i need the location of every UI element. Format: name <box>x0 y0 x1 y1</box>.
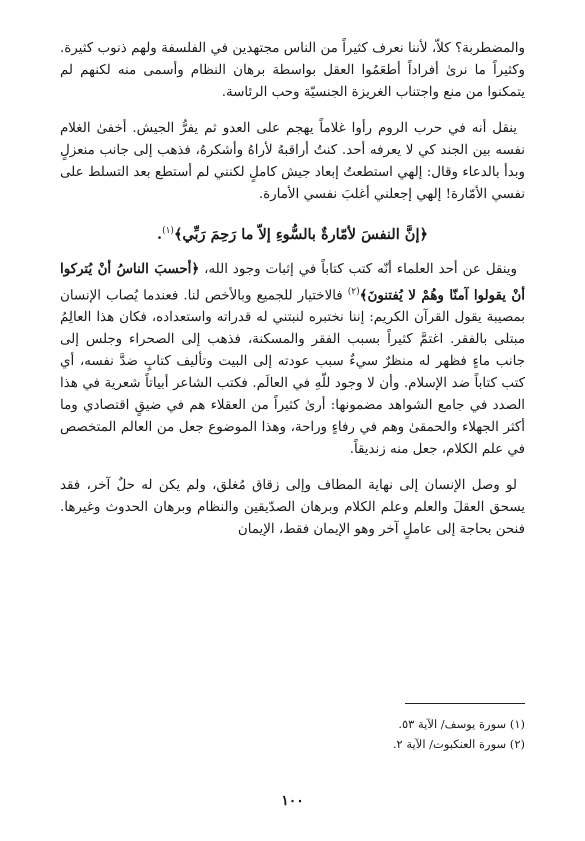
paragraph-3-body: فالاختيار للجميع وبالأخص لنا. فعندما يُصاب الإنسان بمصيبة يقول القرآن الكريم: إننا نختبره لنبتني له قدراته واستعداده، فكان هذا العالِمُ مبتلى بالفقر. اغتمَّ كثيراً بسبب الفقر والمسكنة، فذهب إلى الصحراء وجلس إلى جانب ماءٍ فظهر له منظرٌ سيءٌ سبب عودته إلى البيت وتأليف كتابٍ ضدَّ نفسه، أي كتب كتاباً ضد الإسلام. وأن لا وجود للّهِ في العالَم. فكتب الشاعر أبياتاً شعرية في هذا الصدد في جامع الشواهد مضمونها: أرىٰ كثيراً من العقلاء هم في ضيقٍ اقتصادي وما أكثر الجهلاء والحمقىٰ وهم في رفاءٍ وراحة، وهذا الموضوع جعل من العالم المتخصص في علم الكلام، جعل منه زنديقاً. <box>60 288 525 458</box>
quran-verse-2: ﴿أحسبَ الناسُ أنْ يُتركوا أنْ يقولوا آمنّا وهُمْ لا يُفتنونَ﴾ <box>60 260 525 304</box>
paragraph-3-intro: وينقل عن أحد العلماء أنّه كتب كتاباً في إثبات وجود الله، <box>199 261 517 277</box>
footnote-divider <box>405 703 525 704</box>
footnote-ref-2: (٢) <box>347 286 360 297</box>
quran-verse-1: ﴿إنَّ النفسَ لأمّارةٌ بالسُّوءِ إلاّ ما رَحِمَ رَبِّي﴾$^{(١)}$. <box>157 225 428 243</box>
paragraph-3 <box>60 258 525 461</box>
page-number: ١٠٠ <box>281 793 304 809</box>
footnotes <box>60 703 525 754</box>
paragraph-2: ينقل أنه في حرب الروم رأوا غلاماً يهجم على العدو ثم يفرُّ الجيش. أخفىٰ الغلام نفسه بين الجند كي لا يعرفه أحد. كنتُ أراقبهُ لأراهُ وأشكرهُ، فذهب إلى جانب منعزلٍ وبدأ بالدعاء وقال: إلهي استطعتُ إبعاد جيش كاملٍ لكنني لم أستطع بعد التسلط على نفسي الأمّارة! إلهي إجعلني أغلبَ نفسي الأمارة. <box>60 121 525 202</box>
footnote-ref-1: (١) <box>162 226 174 236</box>
verse-1-text: ﴿إنَّ النفسَ لأمّارةٌ بالسُّوءِ إلاّ ما رَحِمَ رَبِّي﴾ <box>173 225 428 243</box>
paragraph-4: لو وصل الإنسان إلى نهاية المطاف وإلى زقاق مُغلق، ولم يكن له حلٌ آخر، فقد يسحق العقلَ والعلم وعلم الكلام وبرهان الصدّيقين والنظام وبرهان الحدوث وغيرها. فنحن بحاجة إلى عاملٍ آخر وهو الإيمان فقط، الإيمان <box>60 478 525 538</box>
footnote-2: (٢) سورة العنكبوت/ الآية ٢. <box>392 737 525 751</box>
footnote-1: (١) سورة يوسف/ الآية ٥٣. <box>398 717 525 731</box>
paragraph-1: والمضطربة؟ كلاّ، لأننا نعرف كثيراً من الناس مجتهدين في الفلسفة ولهم ذنوب كثيرة. وكثيراً ما نرىٰ أفراداً أطعَمُوا العقل بواسطة برهان النظام وأسمى منه لكنهم لم يتمكنوا من منع واجتناب الغريزة الجنسيّة وحب الرئاسة. <box>60 41 525 100</box>
